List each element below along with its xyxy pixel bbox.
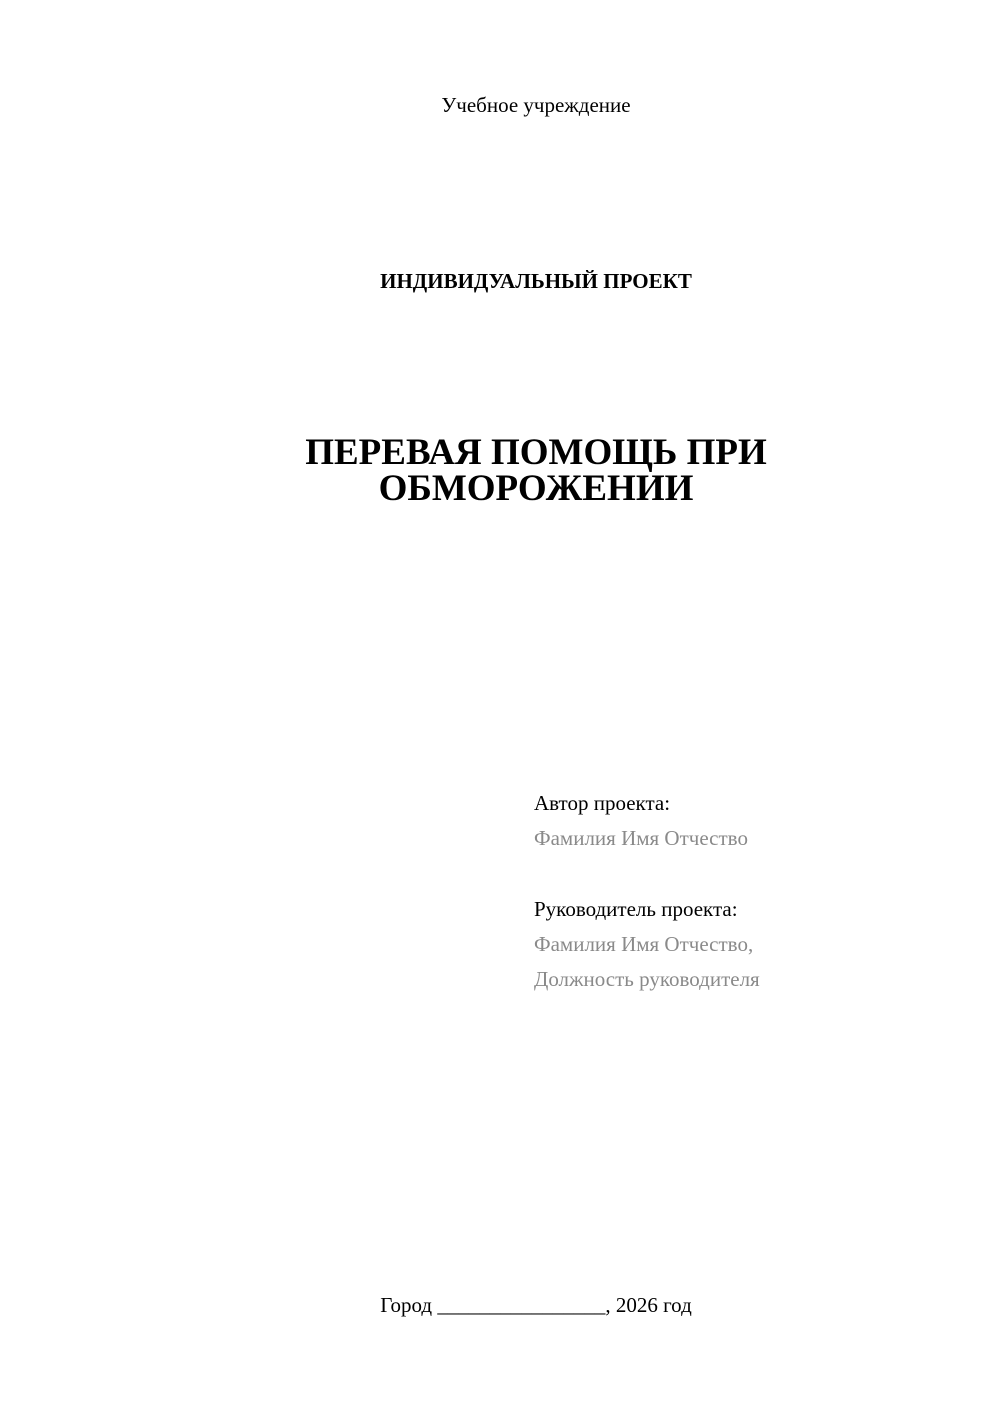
author-label: Автор проекта: xyxy=(534,791,671,815)
author-name: Фамилия Имя Отчество xyxy=(534,826,748,850)
year-text: , 2026 год xyxy=(605,1293,692,1317)
supervisor-name: Фамилия Имя Отчество, xyxy=(534,932,754,956)
supervisor-position: Должность руководителя xyxy=(534,967,760,991)
supervisor-label: Руководитель проекта: xyxy=(534,897,738,921)
project-title xyxy=(0,432,1000,509)
city-blank: ________________ xyxy=(437,1293,606,1317)
credits-block xyxy=(534,786,974,997)
city-label: Город xyxy=(380,1293,433,1317)
credits-spacer xyxy=(534,856,974,892)
project-title-line-1: ПЕРЕВАЯ ПОМОЩЬ ПРИ xyxy=(305,432,767,473)
institution-name: Учебное учреждение xyxy=(441,93,631,117)
project-title-line-2: ОБМОРОЖЕНИИ xyxy=(378,468,694,509)
project-type-heading: ИНДИВИДУАЛЬНЫЙ ПРОЕКТ xyxy=(380,269,692,293)
city-year-line xyxy=(0,1290,1000,1320)
